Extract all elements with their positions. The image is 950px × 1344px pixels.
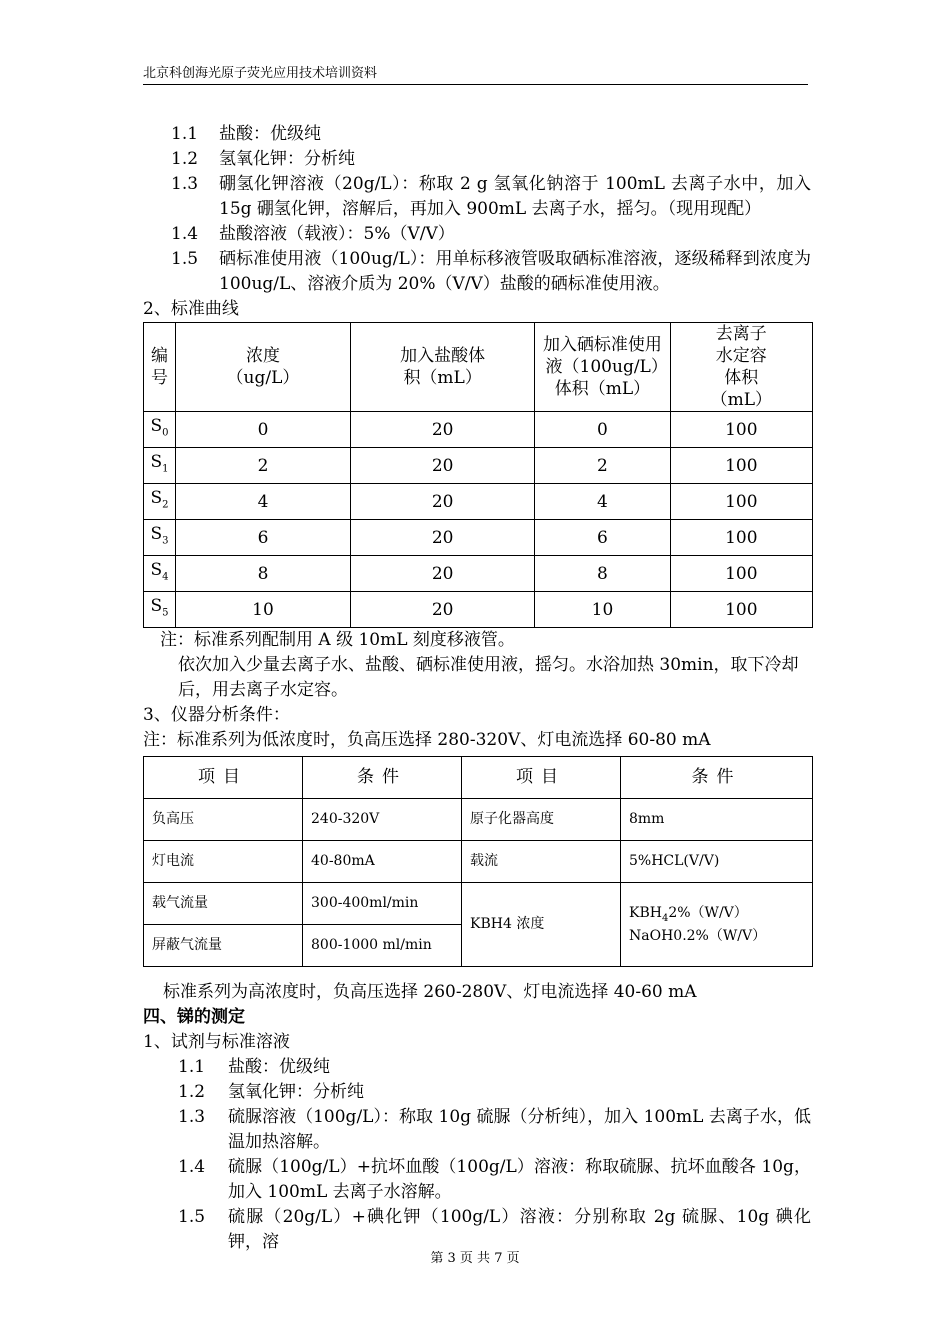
- col-header-id: 编号: [144, 323, 176, 412]
- page-number: 第 3 页 共 7 页: [430, 1251, 520, 1266]
- col-header-water: 去离子水定容体积（mL）: [670, 323, 812, 412]
- page-footer: [0, 1247, 950, 1266]
- list-item: 1.4 硫脲（100g/L）+抗坏血酸（100g/L）溶液：称取硫脲、抗坏血酸各 10g，加入 100mL 去离子水溶解。: [178, 1157, 811, 1202]
- reagent-list-bottom: [143, 1055, 811, 1255]
- table-row: 负高压 240-320V 原子化器高度 8mm: [144, 799, 813, 841]
- note-procedure: 依次加入少量去离子水、盐酸、硒标准使用液，摇匀。水浴加热 30min，取下冷却后，用去离子水定容。: [178, 655, 799, 700]
- table-row: $S_4$ 8 20 8 100: [144, 556, 813, 592]
- section-4-title: 四、锑的测定: [143, 1007, 245, 1027]
- col-header-hcl: 加入盐酸体积（mL）: [351, 323, 535, 412]
- list-item: 1.5 硫脲（20g/L）+碘化钾（100g/L）溶液：分别称取 2g 硫脲、10g 碘化钾，溶: [178, 1207, 811, 1252]
- list-item: 1.3 硫脲溶液（100g/L）：称取 10g 硫脲（分析纯），加入 100mL 去离子水，低温加热溶解。: [178, 1107, 811, 1152]
- list-item: 1.2 氢氧化钾：分析纯: [171, 149, 355, 169]
- table-row: 灯电流 40-80mA 载流 5%HCL(V/V): [144, 841, 813, 883]
- list-item: 1.1 盐酸：优级纯: [171, 124, 321, 144]
- col-header-se: 加入硒标准使用液（100ug/L）体积（mL）: [535, 323, 670, 412]
- table-row: $S_0$ 0 20 0 100: [144, 412, 813, 448]
- standard-curve-table: [143, 322, 813, 628]
- col-header-conc: 浓度（ug/L）: [175, 323, 350, 412]
- list-item: 1.4 盐酸溶液（载液）：5%（V/V）: [171, 224, 455, 244]
- table-row: $S_2$ 4 20 4 100: [144, 484, 813, 520]
- list-item: 1.5 硒标准使用液（100ug/L）：用单标移液管吸取硒标准溶液，逐级稀释到浓度为 100ug/L、溶液介质为 20%（V/V）盐酸的硒标准使用液。: [171, 249, 811, 294]
- table-row: 载气流量 300-400ml/min KBH4 浓度 $KBH_42\%(W/V)$ NaOH0.2%（W/V）: [144, 883, 813, 925]
- table-row: $S_3$ 6 20 6 100: [144, 520, 813, 556]
- note-high-conc: 标准系列为高浓度时，负高压选择 260-280V、灯电流选择 40-60 mA: [163, 982, 697, 1002]
- note-low-conc: 注：标准系列为低浓度时，负高压选择 280-320V、灯电流选择 60-80 mA: [143, 730, 711, 750]
- header-title: 北京科创海光原子荧光应用技术培训资料: [143, 66, 378, 81]
- list-item: 1.3 硼氢化钾溶液（20g/L）：称取 2 g 氢氧化钠溶于 100mL 去离子水中，加入15g 硼氢化钾，溶解后，再加入 900mL 去离子水，摇匀。（现用现配）: [171, 174, 811, 219]
- table-row: $S_1$ 2 20 2 100: [144, 448, 813, 484]
- document-body: [143, 122, 811, 1255]
- section-3-title: 3、仪器分析条件：: [143, 705, 290, 725]
- table-row: $S_5$ 10 20 10 100: [144, 592, 813, 628]
- note-pipette: 注：标准系列配制用 A 级 10mL 刻度移液管。: [160, 630, 515, 650]
- reagent-list-top: [143, 122, 811, 297]
- list-item: 1.2 氢氧化钾：分析纯: [178, 1082, 364, 1102]
- table-row: 屏蔽气流量 800-1000 ml/min: [144, 925, 813, 967]
- list-item: 1.1 盐酸：优级纯: [178, 1057, 330, 1077]
- section-2-title: 2、标准曲线: [143, 299, 239, 319]
- section-4-subtitle: 1、试剂与标准溶液: [143, 1032, 290, 1052]
- page-header: [143, 64, 808, 85]
- instrument-conditions-table: 项目 条件 项目 条件 负高压 240-320V 原子化器高度 8mm 灯电流 40-80mA 载流 5%HCL(V/V) 载气流量 300-400ml/min KBH4 浓度 $KBH_42\%(W/V)$ NaOH0.2%（W/V） 屏蔽气流量 800-1000 ml/min: [143, 756, 813, 967]
